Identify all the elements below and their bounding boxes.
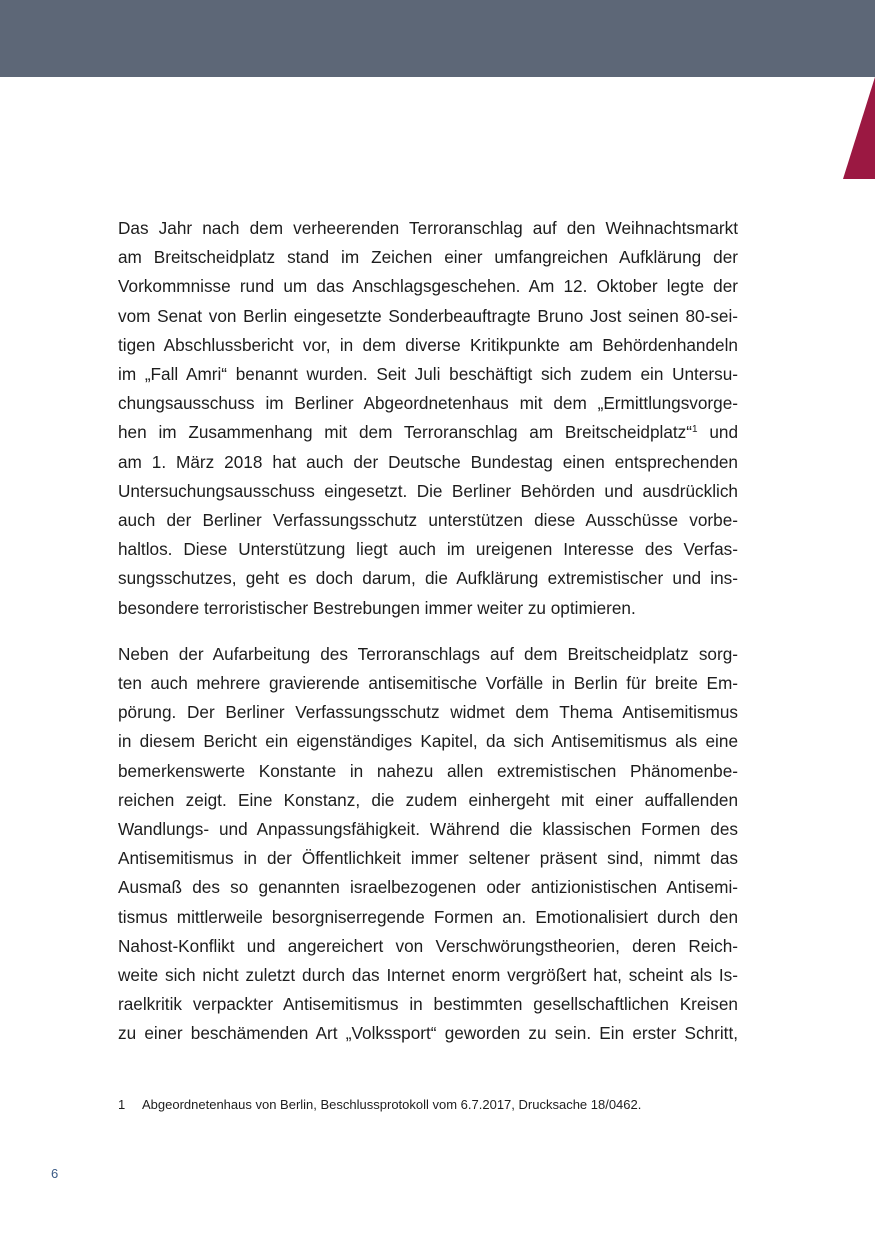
- text-line: Neben der Aufarbeitung des Terroranschlags auf dem Breitscheidplatz sorg-: [118, 643, 738, 664]
- text-segment: hen im Zusammenhang mit dem Terroranschlag am Breitscheidplatz“: [118, 422, 692, 443]
- body-text: [118, 214, 738, 1049]
- text-line: ten auch mehrere gravierende antisemitische Vorfälle in Berlin für breite Em-: [118, 673, 738, 694]
- text-line: Vorkommnisse rund um das Anschlagsgeschehen. Am 12. Oktober legte der: [118, 276, 738, 297]
- text-line: haltlos. Diese Unterstützung liegt auch im ureigenen Interesse des Verfas-: [118, 539, 738, 560]
- text-line: zu einer beschämenden Art „Volkssport“ geworden zu sein. Ein erster Schritt,: [118, 1023, 738, 1044]
- text-line: am Breitscheidplatz stand im Zeichen einer umfangreichen Aufklärung der: [118, 247, 738, 268]
- text-line: chungsausschuss im Berliner Abgeordnetenhaus mit dem „Ermittlungsvorge-: [118, 393, 738, 414]
- text-line: Wandlungs- und Anpassungsfähigkeit. Während die klassischen Formen des: [118, 819, 738, 840]
- text-line: in diesem Bericht ein eigenständiges Kapitel, da sich Antisemitismus als eine: [118, 731, 738, 752]
- text-line: Untersuchungsausschuss eingesetzt. Die Berliner Behörden und ausdrücklich: [118, 480, 738, 501]
- text-line: Nahost-Konflikt und angereichert von Verschwörungstheorien, deren Reich-: [118, 935, 738, 956]
- text-line: sungsschutzes, geht es doch darum, die Aufklärung extremistischer und ins-: [118, 568, 738, 589]
- text-line: raelkritik verpackter Antisemitismus in bestimmten gesellschaftlichen Kreisen: [118, 994, 738, 1015]
- text-line: vom Senat von Berlin eingesetzte Sonderbeauftragte Bruno Jost seinen 80-sei-: [118, 305, 738, 326]
- text-line-with-footnote-ref: [118, 418, 738, 447]
- text-line: Ausmaß des so genannten israelbezogenen oder antizionistischen Antisemi-: [118, 877, 738, 898]
- text-line: tismus mittlerweile besorgniserregende Formen an. Emotionalisiert durch den: [118, 906, 738, 927]
- text-line: auch der Berliner Verfassungsschutz unterstützen diese Ausschüsse vorbe-: [118, 510, 738, 531]
- text-line: im „Fall Amri“ benannt wurden. Seit Juli beschäftigt sich zudem ein Untersu-: [118, 364, 738, 385]
- text-line: tigen Abschlussbericht vor, in dem diverse Kritikpunkte am Behördenhandeln: [118, 334, 738, 355]
- paragraph-1: [118, 214, 738, 623]
- text-line: Das Jahr nach dem verheerenden Terroranschlag auf den Weihnachtsmarkt: [118, 218, 738, 238]
- text-line: am 1. März 2018 hat auch der Deutsche Bundestag einen entsprechenden: [118, 451, 738, 472]
- page-number: 6: [51, 1166, 59, 1181]
- text-segment: und: [697, 422, 738, 443]
- text-line: reichen zeigt. Eine Konstanz, die zudem einhergeht mit einer auffallenden: [118, 789, 738, 810]
- footnote: [118, 1096, 738, 1114]
- text-line: pörung. Der Berliner Verfassungsschutz widmet dem Thema Antisemitismus: [118, 702, 738, 723]
- paragraph-2: [118, 640, 738, 1049]
- text-line: weite sich nicht zuletzt durch das Internet enorm vergrößert hat, scheint als Is-: [118, 965, 738, 986]
- footnote-reference[interactable]: 1: [692, 424, 698, 436]
- corner-accent-tab: [843, 77, 875, 179]
- header-band: [0, 0, 875, 77]
- text-line: bemerkenswerte Konstante in nahezu allen extremistischen Phänomenbe-: [118, 760, 738, 781]
- footnote-text: Abgeordnetenhaus von Berlin, Beschlussprotokoll vom 6.7.2017, Drucksache 18/0462.: [142, 1097, 642, 1112]
- footnote-number: 1: [118, 1097, 126, 1112]
- text-line: Antisemitismus in der Öffentlichkeit immer seltener präsent sind, nimmt das: [118, 848, 738, 869]
- text-line: besondere terroristischer Bestrebungen immer weiter zu optimieren.: [118, 597, 636, 618]
